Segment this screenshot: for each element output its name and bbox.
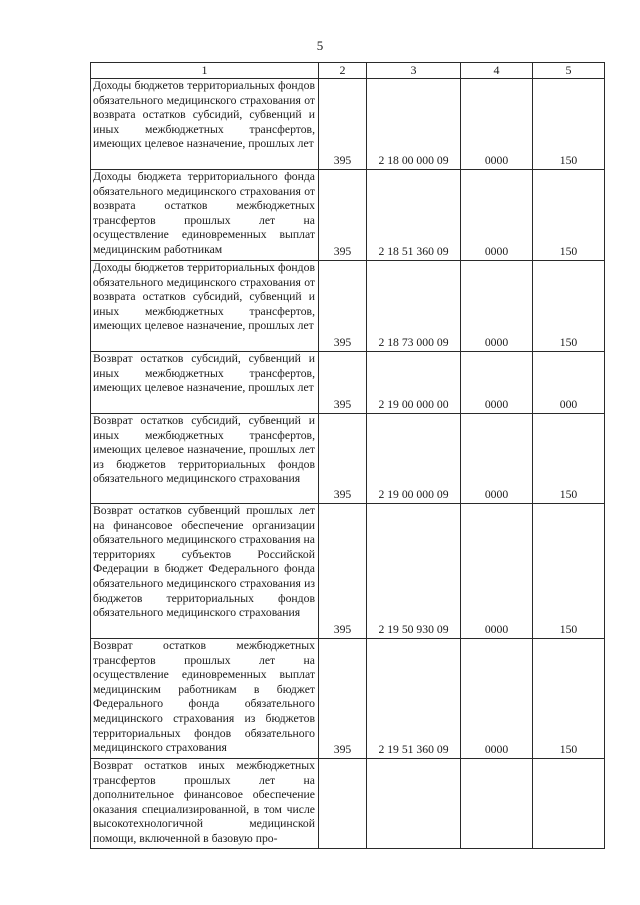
column-header-1: 1: [91, 63, 319, 79]
budget-code-cell: [367, 759, 461, 849]
column-header-5: 5: [533, 63, 605, 79]
classification-code-cell: 150: [533, 639, 605, 759]
table-row: [91, 414, 605, 504]
row-description: [91, 759, 319, 849]
program-code-cell: 0000: [461, 414, 533, 504]
table-row: [91, 504, 605, 639]
budget-code-cell: 2 19 00 000 09: [367, 414, 461, 504]
table-row: [91, 170, 605, 261]
program-code-cell: 0000: [461, 352, 533, 414]
admin-code-cell: [319, 759, 367, 849]
column-header-2: 2: [319, 63, 367, 79]
table-row: [91, 261, 605, 352]
budget-code-cell: 2 19 50 930 09: [367, 504, 461, 639]
row-description: Возврат остатков межбюджетных трансфертов прошлых лет на осуществление единовременных выплат медицинским работникам в бюджет Федерального фонда обязательного медицинского страхования из бюджетов территориальных фондов обязательного медицинского страхования: [91, 639, 319, 759]
admin-code-cell: 395: [319, 504, 367, 639]
row-description-text: Возврат остатков иных межбюджетных трансфертов прошлых лет на дополнительное финансовое обеспечение оказания специализированной, в том числе высокотехнологичной медицинской помощи, включенной в базовую про-: [93, 759, 315, 845]
admin-code-cell: 395: [319, 414, 367, 504]
row-description: Доходы бюджетов территориальных фондов обязательного медицинского страхования от возврата остатков субсидий, субвенций и иных межбюджетных трансфертов, имеющих целевое назначение, прошлых лет: [91, 261, 319, 352]
budget-code-cell: 2 18 73 000 09: [367, 261, 461, 352]
row-description: Доходы бюджета территориального фонда обязательного медицинского страхования от возврата остатков межбюджетных трансфертов прошлых лет на осуществление единовременных выплат медицинским работникам: [91, 170, 319, 261]
column-header-4: 4: [461, 63, 533, 79]
table-row: [91, 79, 605, 170]
program-code-cell: 0000: [461, 639, 533, 759]
admin-code-cell: 395: [319, 352, 367, 414]
admin-code-cell: 395: [319, 170, 367, 261]
budget-code-cell: 2 19 51 360 09: [367, 639, 461, 759]
budget-code-cell: 2 18 00 000 09: [367, 79, 461, 170]
budget-classification-table: [90, 62, 605, 849]
budget-code-cell: 2 19 00 000 00: [367, 352, 461, 414]
row-description: Возврат остатков субсидий, субвенций и иных межбюджетных трансфертов, имеющих целевое назначение, прошлых лет из бюджетов территориальных фондов обязательного медицинского страхования: [91, 414, 319, 504]
classification-code-cell: 150: [533, 504, 605, 639]
row-description: Возврат остатков субвенций прошлых лет на финансовое обеспечение организации обязательного медицинского страхования на территориях субъектов Российской Федерации в бюджет Федерального фонда обязательного медицинского страхования из бюджетов территориальных фондов обязательного медицинского страхования: [91, 504, 319, 639]
classification-code-cell: [533, 759, 605, 849]
classification-code-cell: 150: [533, 79, 605, 170]
column-header-3: 3: [367, 63, 461, 79]
program-code-cell: [461, 759, 533, 849]
program-code-cell: 0000: [461, 261, 533, 352]
budget-code-cell: 2 18 51 360 09: [367, 170, 461, 261]
page-number: 5: [316, 38, 324, 53]
table-row: [91, 639, 605, 759]
table-row: [91, 352, 605, 414]
header-row: [91, 63, 605, 79]
classification-code-cell: 000: [533, 352, 605, 414]
row-description: Доходы бюджетов территориальных фондов обязательного медицинского страхования от возврата остатков субсидий, субвенций и иных межбюджетных трансфертов, имеющих целевое назначение, прошлых лет: [91, 79, 319, 170]
classification-code-cell: 150: [533, 261, 605, 352]
row-description: Возврат остатков субсидий, субвенций и иных межбюджетных трансфертов, имеющих целевое назначение, прошлых лет: [91, 352, 319, 414]
program-code-cell: 0000: [461, 504, 533, 639]
program-code-cell: 0000: [461, 79, 533, 170]
admin-code-cell: 395: [319, 639, 367, 759]
table-row: [91, 759, 605, 849]
program-code-cell: 0000: [461, 170, 533, 261]
admin-code-cell: 395: [319, 79, 367, 170]
classification-code-cell: 150: [533, 414, 605, 504]
admin-code-cell: 395: [319, 261, 367, 352]
classification-code-cell: 150: [533, 170, 605, 261]
